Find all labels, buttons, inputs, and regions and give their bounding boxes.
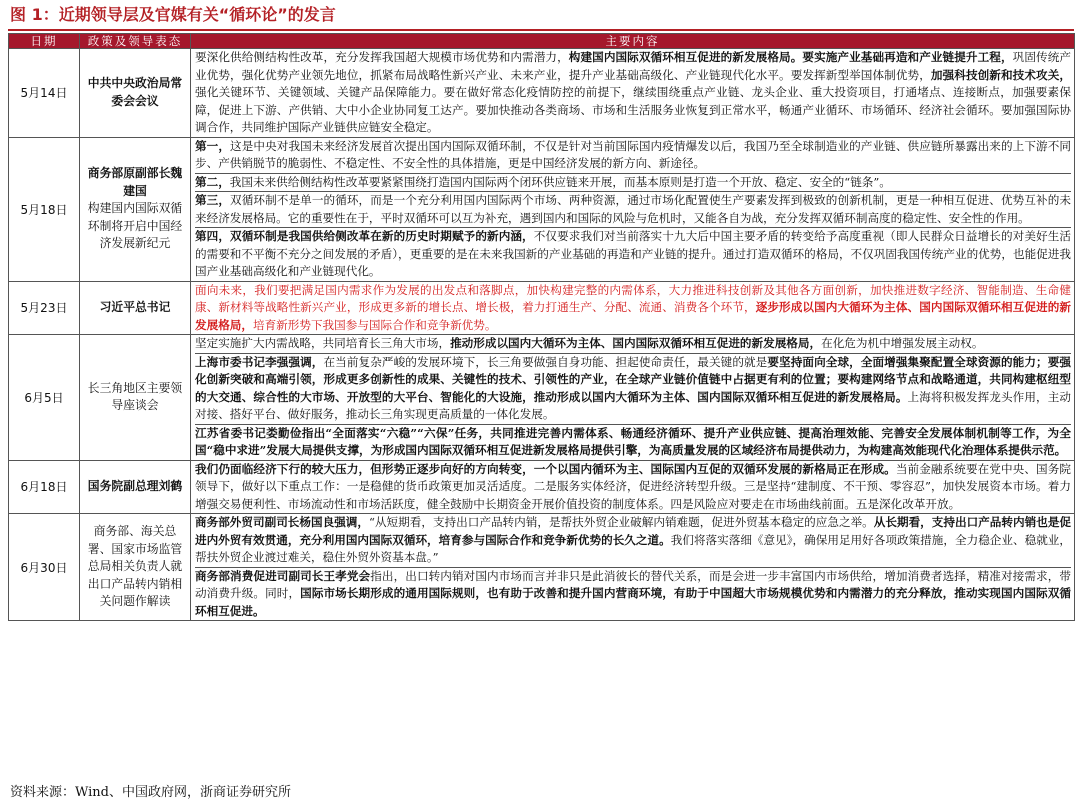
content-paragraph	[195, 335, 1071, 353]
body-text: 不仅要求我们对当前落实十九大后中国主要矛盾的转变给予高度重视（即人民群众日益增长的对美好生活的需要和不平衡不充分之间发展的矛盾），更重要的是在未来我国新的产业基础的再造和产业链的提升。通过打造双循环的格局，不仅巩固我国传统产业的优势，也能促进我国产业基础高级化和产业链现代化。	[195, 229, 1071, 278]
content-cell	[191, 49, 1075, 138]
body-text: 当前金融系统要在党中央、国务院领导下，做好以下重点工作：一是稳健的货币政策更加灵活适度。二是服务实体经济，促进经济转型升级。三是坚持“建制度、不干预、零容忍”，加快发展资本市场。着力增强交易便利性、市场流动性和市场活跃度，健全鼓励中长期资金开展价值投资的制度体系。四是风险应对要走在市场曲线前面。五是深化改革开放。	[195, 461, 1071, 511]
body-text: 上海将积极发挥龙头作用，主动对接、搭好平台、做好服务，推动长三角实现更高质量的一体化发展。	[195, 389, 1071, 421]
emphasized-text: 国际市场长期形成的通用国际规则，也有助于改善和提升国内营商环境，有助于中国超大市场规模优势和内需潜力的充分释放，推动实现国内国际双循环相互促进。	[195, 586, 1071, 618]
body-text: 在化危为机中增强发展主动权。	[821, 336, 984, 350]
emphasized-text: 从长期看，支持出口产品转内销也是促进内外贸有效贯通，充分利用国内国际双循环，培育参与国际合作和竞争新优势的长久之道。	[195, 515, 1071, 547]
table-row	[9, 460, 1075, 514]
date-cell: 5月14日	[9, 49, 80, 138]
header-content: 主要内容	[191, 34, 1075, 49]
content-paragraph	[195, 353, 1071, 424]
table-row	[9, 335, 1075, 461]
policy-table	[8, 33, 1075, 621]
policy-subtitle: 构建国内国际双循环制将开启中国经济发展新纪元	[87, 201, 183, 251]
body-text: 我们将落实落细《意见》，确保用足用好各项政策措施，全力稳企业、稳就业，帮扶外贸企业渡过难关，稳住外贸外资基本盘。”	[195, 532, 1072, 564]
policy-name: 国务院副总理刘鹤	[87, 479, 183, 493]
policy-subtitle: 长三角地区主要领导座谈会	[87, 380, 183, 413]
emphasized-text: 江苏省委书记娄勤俭指出“全面落实“六稳”“六保”任务，共同推进完善内需体系、畅通经济循环、提升产业供应链、提高治理效能、完善安全发展体制机制等工作，为全国“稳中求进”发展大局提供支撑，为形成国内国际双循环相互促进新发展格局提供引擎，为高质量发展的区域经济布局提供动力，为构建高效能现代化治理体系提供示范。	[195, 425, 1071, 457]
content-paragraph	[195, 514, 1071, 567]
content-paragraph	[195, 49, 1071, 137]
content-paragraph	[195, 461, 1071, 514]
table-header-row	[9, 34, 1075, 49]
emphasized-text: 我们仍面临经济下行的较大压力，但形势正逐步向好的方向转变，一个以国内循环为主、国际国内互促的双循环发展的新格局正在形成。	[195, 461, 896, 476]
emphasized-text: 双循环制是我国供给侧改革在新的历史时期赋予的新内涵，	[230, 229, 534, 243]
content-paragraph	[195, 567, 1071, 621]
date-cell: 5月23日	[9, 281, 80, 335]
body-text: 培育新形势下我国参与国际合作和竞争新优势。	[252, 317, 497, 332]
date-cell: 5月18日	[9, 137, 80, 281]
emphasized-text: 商务部消费促进司副司长王孝党会	[195, 568, 371, 583]
table-row	[9, 137, 1075, 281]
policy-subtitle: 商务部、海关总署、国家市场监管总局相关负责人就出口产品转内销相关问题作解读	[87, 524, 183, 609]
header-date: 日期	[9, 34, 80, 49]
body-text: 坚定实施扩大内需战略，共同培育长三角大市场，	[195, 336, 451, 350]
content-paragraph	[195, 138, 1071, 173]
policy-cell	[80, 137, 191, 281]
header-policy: 政策及领导表态	[80, 34, 191, 49]
emphasized-text: 上海市委书记李强强调，	[195, 354, 324, 369]
policy-cell	[80, 335, 191, 461]
body-text: 在当前复杂严峻的发展环境下，长三角要做强自身功能、担起使命责任，最关键的就是	[323, 354, 768, 369]
emphasized-text: 第三，	[195, 193, 231, 207]
policy-cell	[80, 281, 191, 335]
policy-name: 商务部原副部长魏建国	[87, 166, 183, 198]
date-cell: 6月18日	[9, 460, 80, 514]
body-text: 要深化供给侧结构性改革，充分发挥我国超大规模市场优势和内需潜力，	[195, 50, 569, 64]
body-text: 我国未来供给侧结构性改革要紧紧围绕打造国内国际两个闭环供应链来开展，而基本原则是打造一个开放、稳定、安全的“链条”。	[229, 174, 891, 189]
content-cell	[191, 335, 1075, 461]
content-cell	[191, 514, 1075, 621]
body-text: 巩固传统产业优势，强化优势产业领先地位，抓紧布局战略性新兴产业、未来产业，提升产业基础高级化、产业链现代化水平。要发挥新型举国体制优势，	[195, 50, 1071, 82]
emphasized-text: 逐步形成以国内大循环为主体、国内国际双循环相互促进的新发展格局，	[195, 300, 1071, 332]
table-row	[9, 281, 1075, 335]
table-row	[9, 49, 1075, 138]
emphasized-text: 商务部外贸司副司长杨国良强调，	[195, 515, 370, 529]
content-cell	[191, 281, 1075, 335]
content-paragraph	[195, 173, 1071, 192]
content-cell	[191, 460, 1075, 514]
date-cell: 6月5日	[9, 335, 80, 461]
policy-cell	[80, 514, 191, 621]
content-paragraph	[195, 282, 1071, 335]
body-text: “从短期看，支持出口产品转内销，是帮扶外贸企业破解内销难题，促进外贸基本稳定的应急之举。	[369, 515, 874, 529]
emphasized-text: 第二，	[195, 174, 230, 189]
title-divider	[8, 29, 1074, 31]
content-paragraph	[195, 424, 1071, 460]
emphasized-text: 构建国内国际双循环相互促进的新发展格局。要实施产业基础再造和产业链提升工程，	[568, 50, 1013, 64]
emphasized-text: 第一，	[195, 138, 231, 153]
emphasized-text: 要坚持面向全球，全面增强集聚配置全球资源的能力；要强化创新突破和高端引领，形成更多创新性的成果、关键性的技术、引领性的产业，在全球产业链价值链中占据更有利的位置；要构建网络节点和战略通道，共同构建枢纽型的大交通、综合性的大市场、开放型的大平台、智能化的大设施，推动形成以国内大循环为主体、国内国际双循环相互促进的新发展格局。	[195, 354, 1071, 404]
date-cell: 6月30日	[9, 514, 80, 621]
body-text: 强化关键环节、关键领域、关键产品保障能力。要在做好常态化疫情防控的前提下，继续围绕重点产业链、龙头企业、重大投资项目，打通堵点、连接断点，加强要素保障，促进上下游、产供销、大中小企业协同复工达产。要加快推动各类商场、市场和生活服务业恢复到正常水平，畅通产业循环、市场循环、经济社会循环。要加强国际协调合作，共同维护国际产业链供应链安全稳定。	[195, 85, 1071, 134]
policy-name: 习近平总书记	[99, 300, 171, 314]
policy-cell	[80, 49, 191, 138]
policy-name: 中共中央政治局常委会会议	[87, 76, 183, 108]
body-text: 指出，出口转内销对国内市场而言并非只是此消彼长的替代关系，而是会进一步丰富国内市场供给，增加消费者选择，精准对接需求，带动消费升级。同时，	[195, 568, 1071, 600]
source-note: 资料来源：Wind、中国政府网，浙商证券研究所	[10, 785, 291, 800]
policy-cell	[80, 460, 191, 514]
content-paragraph	[195, 191, 1071, 227]
body-text: 双循环制不是单一的循环，而是一个充分利用国内国际两个市场、两种资源，通过市场化配置使生产要素发挥到极致的创新机制，更是一种相互促进、优势互补的未来经济发展格局。它的重要性在于，平时双循环可以互为补充，遇到国内和国际的风险与危机时，又能各自为战，充分发挥双循环制高度的稳定性、安全性的作用。	[195, 193, 1071, 225]
emphasized-text: 推动形成以国内大循环为主体、国内国际双循环相互促进的新发展格局，	[450, 336, 822, 350]
body-text: 面向未来，我们要把满足国内需求作为发展的出发点和落脚点，加快构建完整的内需体系，大力推进科技创新及其他各方面创新，加快推进数字经济、智能制造、生命健康、新材料等战略性新兴产业，形成更多新的增长点、增长极，着力打通生产、分配、流通、消费各个环节，	[195, 282, 1071, 314]
content-cell	[191, 137, 1075, 281]
figure-title: 图 1：近期领导层及官媒有关“循环论”的发言	[10, 5, 336, 24]
emphasized-text: 加强科技创新和技术攻关，	[930, 67, 1071, 82]
emphasized-text: 第四，	[195, 229, 231, 243]
body-text: 这是中央对我国未来经济发展首次提出国内国际双循环制，不仅是针对当前国际国内疫情爆发以后，我国乃至全球制造业的产业链、供应链所暴露出来的上下游不同步、产供销脱节的脆弱性、不稳定性、不安全性的具体措施，更是中国经济发展的新方向、新途径。	[195, 138, 1071, 170]
content-paragraph	[195, 227, 1071, 281]
table-row	[9, 514, 1075, 621]
